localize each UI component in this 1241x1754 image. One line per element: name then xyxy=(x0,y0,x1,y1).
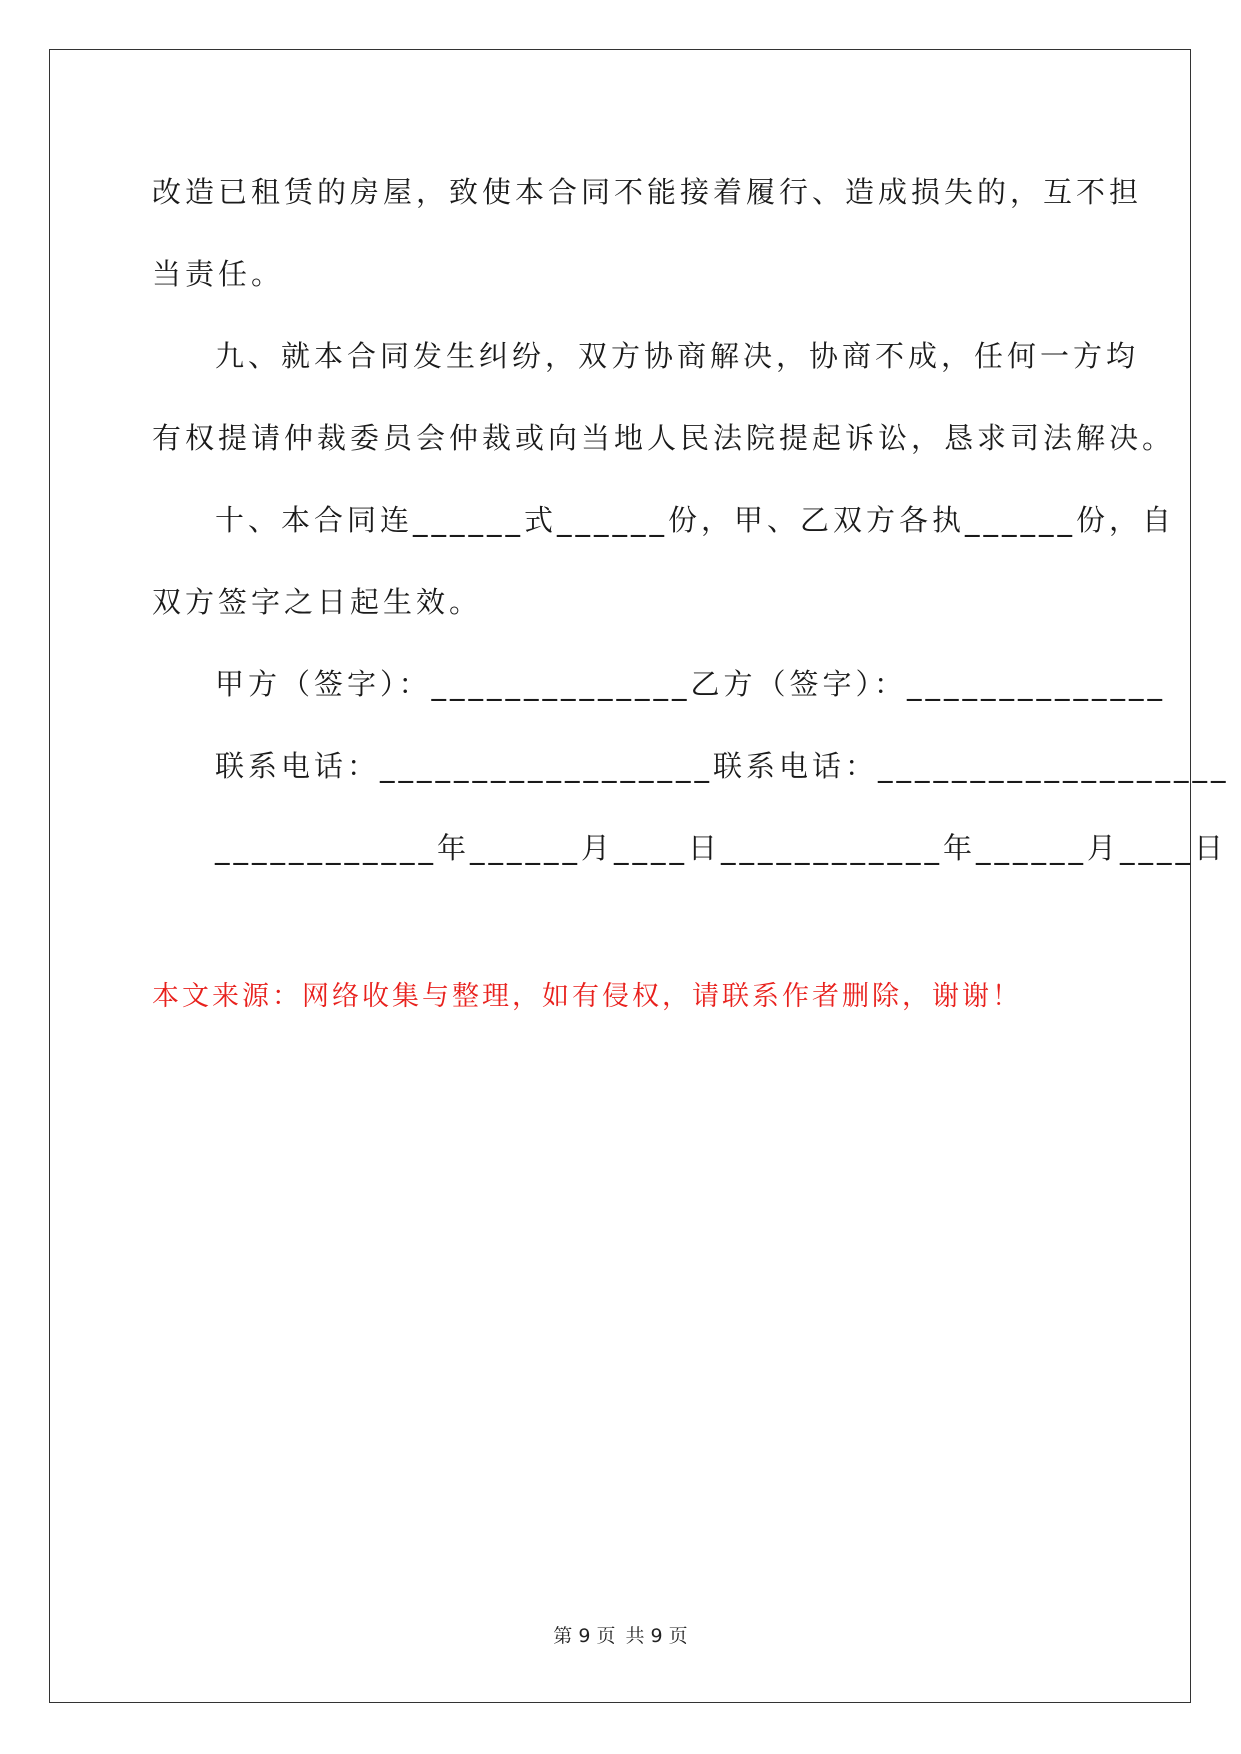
signature-line: 甲方（签字）：______________乙方（签字）：______________ xyxy=(215,667,1167,701)
clause-ten-line-2: 双方签字之日起生效。 xyxy=(152,585,483,619)
clause-ten-line-1: 十、本合同连______式______份，甲、乙双方各执______份，自 xyxy=(215,503,1176,537)
page-border xyxy=(49,49,1191,1703)
date-line: ____________年______月____日____________年______月____日 xyxy=(215,831,1228,865)
clause-nine-line-2: 有权提请仲裁委员会仲裁或向当地人民法院提起诉讼，恳求司法解决。 xyxy=(152,421,1176,455)
page-number: 第 9 页 xyxy=(553,1625,616,1647)
page-total: 共 9 页 xyxy=(625,1625,688,1647)
clause-eight-continued-line-1: 改造已租赁的房屋，致使本合同不能接着履行、造成损失的，互不担 xyxy=(152,175,1143,209)
page-footer xyxy=(0,1623,1241,1649)
source-note: 本文来源：网络收集与整理，如有侵权，请联系作者删除，谢谢！ xyxy=(152,981,1022,1012)
clause-eight-continued-line-2: 当责任。 xyxy=(152,257,285,291)
phone-line: 联系电话：__________________联系电话：___________________ xyxy=(215,749,1230,783)
clause-nine-line-1: 九、就本合同发生纠纷，双方协商解决，协商不成，任何一方均 xyxy=(215,339,1140,373)
